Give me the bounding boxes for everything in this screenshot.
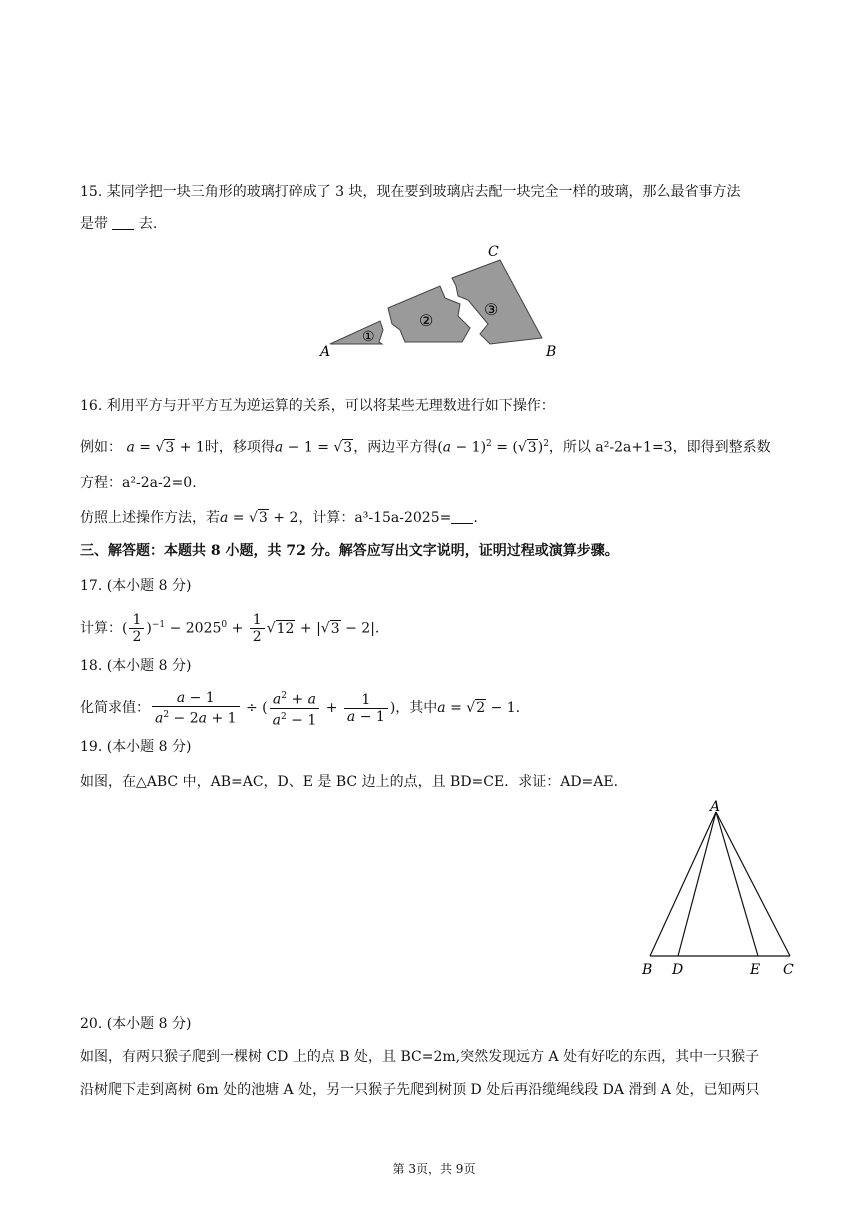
label-C: C: [783, 962, 794, 978]
q17-expression: 计算：( $\frac{1}{2}$ )$^{-1} - 2025^0$ + $\frac{1}{2}$ √12 + |√3 − 2|.: [80, 612, 380, 646]
label-A: A: [710, 799, 721, 815]
label-A: A: [320, 344, 331, 360]
section-3-heading: 三、解答题：本题共 8 小题，共 72 分。解答应写出文字说明，证明过程或演算步骤。: [80, 543, 619, 559]
q17-prefix: 计算：: [80, 620, 122, 637]
q16-text-d: ，所以: [548, 439, 596, 456]
q18-expression: 化简求值： $\frac{a - 1}{a^2 - 2a + 1}$ ÷ ( $\frac{a^2 + a}{a^2 - 1}$ + $\frac{1}{a - 1}$ )，其中a = √2 − 1.: [80, 689, 521, 729]
q18-prefix: 化简求值：: [80, 700, 150, 717]
q16-line2: 例如： a = √3 + 1时，移项得a − 1 = √3，两边平方得$(a - 1)^2 = (√3)^2$，所以 a²-2a+1=3，即得到整系数: [80, 439, 771, 456]
q16-text-c: ，两边平方得: [353, 439, 438, 456]
glass-triangle-figure: [300, 238, 580, 368]
piece-3-label: ③: [484, 300, 499, 319]
q16-text-e: a²-2a+1=3: [595, 439, 673, 456]
label-E: E: [750, 962, 761, 978]
q18-mid: ，其中: [395, 700, 438, 717]
page-footer: 第 3页，共 9页: [392, 1162, 476, 1176]
q15-line2-pre: 是带: [80, 216, 108, 232]
label-B: B: [546, 344, 557, 360]
q16-text-b: 时，移项得: [204, 439, 275, 456]
label-C: C: [488, 244, 499, 260]
answer-blank: [112, 215, 134, 230]
q16-line4-a: 仿照上述操作方法，若: [80, 510, 220, 526]
q20-heading: 20. (本小题 8 分): [80, 1016, 192, 1032]
label-B: B: [642, 962, 653, 978]
q20-line2: 沿树爬下走到离树 6m 处的池塘 A 处，另一只猴子先爬到树顶 D 处后再沿缆绳线段 DA 滑到 A 处，已知两只: [80, 1082, 760, 1098]
q17-heading: 17. (本小题 8 分): [80, 578, 192, 594]
piece-2-label: ②: [419, 311, 434, 330]
q18-heading: 18. (本小题 8 分): [80, 658, 192, 674]
q16-example-label: 例如：: [80, 439, 122, 456]
answer-blank: [451, 509, 473, 524]
q16-line4-c: a³-15a-2025=: [354, 510, 452, 526]
q15-line1: 15. 某同学把一块三角形的玻璃打碎成了 3 块，现在要到玻璃店去配一块完全一样的玻璃，那么最省事方法: [80, 184, 741, 200]
q19-heading: 19. (本小题 8 分): [80, 739, 192, 755]
triangle-ABC-figure: [630, 798, 810, 983]
q19-text: 如图，在△ABC 中，AB=AC，D、E 是 BC 边上的点，且 BD=CE．求证：AD=AE．: [80, 774, 628, 790]
label-D: D: [672, 962, 684, 978]
q16-line4-b: ，计算：: [298, 510, 355, 526]
q16-text-f: ，即得到整系数: [672, 439, 771, 456]
q16-line1: 16. 利用平方与开平方互为逆运算的关系，可以将某些无理数进行如下操作：: [80, 398, 555, 414]
q15-line2: [80, 214, 157, 234]
q16-line4-d: .: [473, 510, 478, 526]
q16-line3: 方程：a²-2a-2=0.: [80, 475, 197, 491]
piece-1: [330, 321, 383, 344]
piece-1-label: ①: [362, 329, 375, 345]
q16-line4: 仿照上述操作方法，若a = √3 + 2，计算：a³-15a-2025= .: [80, 510, 478, 526]
q15-line2-post: 去.: [138, 216, 158, 232]
q20-line1: 如图，有两只猴子爬到一棵树 CD 上的点 B 处，且 BC=2m,突然发现远方 A 处有好吃的东西，其中一只猴子: [80, 1049, 760, 1065]
